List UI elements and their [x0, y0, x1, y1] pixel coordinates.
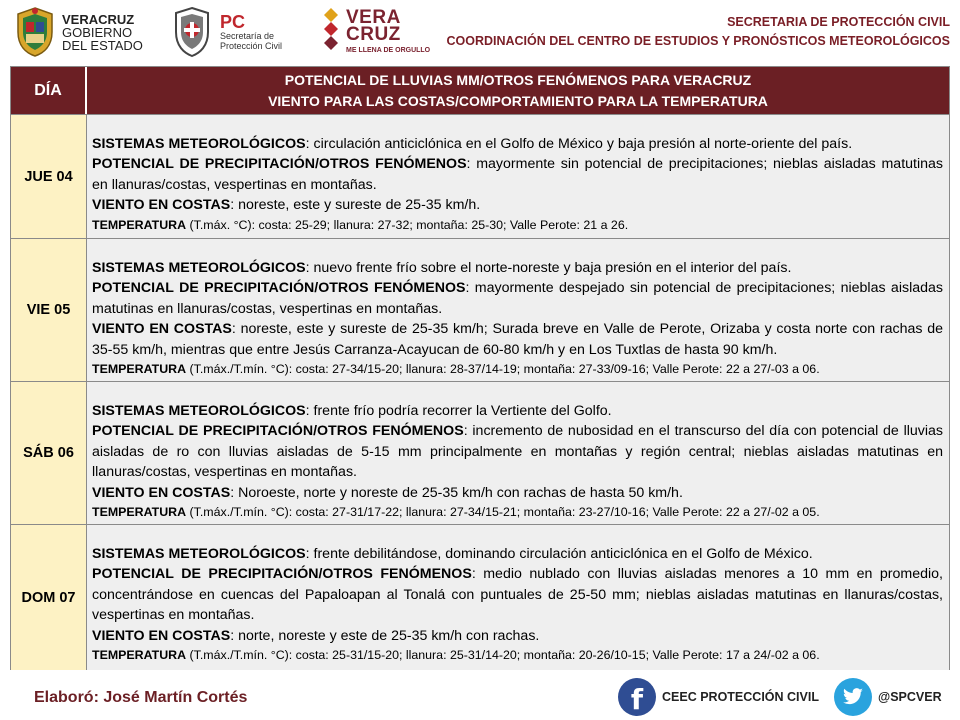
systems-paragraph — [92, 544, 943, 564]
twitter-link[interactable] — [834, 678, 942, 716]
author-credit: Elaboró: José Martín Cortés — [34, 689, 248, 706]
temperature-text: (T.máx. °C): costa: 25-29; llanura: 27-32; montaña: 25-30; Valle Perote: 21 a 26. — [186, 217, 629, 232]
systems-paragraph — [92, 134, 943, 154]
precipitation-text: : incremento de nubosidad en el transcurso del día con potencial de lluvias aisladas de ro con lluvias aisladas de 5-15 mm principalmente en montañas y región central; nieblas aisladas matutinas en llanuras/costas, vespertinas en montañas. — [92, 423, 943, 481]
brand-logo-line1: VERA — [346, 6, 401, 28]
wind-text: : norte, noreste y este de 25-35 km/h con rachas. — [230, 627, 540, 644]
wind-label: VIENTO EN COSTAS — [92, 321, 232, 338]
forecast-table — [10, 66, 950, 670]
forecast-cell — [87, 115, 949, 238]
table-row — [11, 524, 949, 670]
temperature-label: TEMPERATURA — [92, 648, 187, 663]
table-row — [11, 114, 949, 238]
systems-label: SISTEMAS METEOROLÓGICOS — [92, 260, 306, 276]
wind-text: : noreste, este y sureste de 25-35 km/h; Surada breve en Valle de Perote, Orizaba y costa norte con rachas de 35-55 km/h, mientras que entre Jesús Carranza-Acayucan de 60-80 km/h y en Los Tuxtlas de hasta 90 km/h. — [92, 321, 944, 358]
veracruz-logo-line1: VERACRUZ — [62, 11, 135, 27]
twitter-bird-icon[interactable] — [834, 678, 872, 716]
pc-logo-line2: Secretaría de — [220, 31, 275, 41]
precipitation-text: : medio nublado con lluvias aisladas menores a 10 mm en promedio, concentrándose en cuencas del Papaloapan al Tonalá con puntuales de 25-50 mm; nieblas aisladas matutinas en llanuras/costas, vespertinas en montañas. — [92, 566, 943, 624]
precipitation-text: : mayormente sin potencial de precipitaciones; nieblas aisladas matutinas en llanuras/costas, vespertinas en montañas. — [92, 156, 943, 193]
day-cell: SÁB 06 — [11, 382, 87, 524]
brand-logo-line2: CRUZ — [346, 23, 401, 45]
systems-paragraph — [92, 258, 943, 278]
header-line-1: POTENCIAL DE LLUVIAS MM/OTROS FENÓMENOS PARA VERACRUZ — [284, 71, 752, 88]
twitter-label[interactable]: @SPCVER — [878, 690, 942, 704]
facebook-icon[interactable]: f — [618, 678, 656, 716]
precipitation-label: POTENCIAL DE PRECIPITACIÓN/OTROS FENÓMENOS — [92, 280, 466, 297]
temperature-label: TEMPERATURA — [92, 217, 187, 232]
temperature-label: TEMPERATURA — [92, 505, 187, 520]
precipitation-label: POTENCIAL DE PRECIPITACIÓN/OTROS FENÓMENOS — [92, 156, 467, 173]
wind-text: : noreste, este y sureste de 25-35 km/h. — [230, 197, 481, 214]
header-day-cell: DÍA — [11, 67, 87, 114]
facebook-label[interactable]: CEEC PROTECCIÓN CIVIL — [662, 690, 819, 704]
precipitation-label: POTENCIAL DE PRECIPITACIÓN/OTROS FENÓMENOS — [92, 423, 464, 440]
org-line-2: COORDINACIÓN DEL CENTRO DE ESTUDIOS Y PRONÓSTICOS METEOROLÓGICOS — [446, 34, 950, 48]
temperature-label: TEMPERATURA — [92, 362, 187, 377]
temperature-text: (T.máx./T.mín. °C): costa: 27-34/15-20; llanura: 28-37/14-19; montaña: 27-33/09-16; Valle Perote: 22 a 27/-03 a 06. — [186, 362, 820, 377]
header-main-cell — [87, 67, 949, 114]
brand-logo-tagline: ME LLENA DE ORGULLO — [346, 46, 431, 54]
veracruz-logo-line2: GOBIERNO — [62, 24, 133, 40]
header-line-2: VIENTO PARA LAS COSTAS/COMPORTAMIENTO PARA LA TEMPERATURA — [268, 92, 768, 109]
wind-label: VIENTO EN COSTAS — [92, 197, 231, 214]
temperature-paragraph — [92, 503, 943, 522]
wind-paragraph — [92, 195, 943, 215]
day-cell: DOM 07 — [11, 525, 87, 670]
systems-text: : frente debilitándose, dominando circulación anticiclónica en el Golfo de México. — [305, 546, 813, 562]
pc-shield-icon — [172, 6, 214, 58]
forecast-cell — [87, 239, 949, 381]
org-line-1: SECRETARIA DE PROTECCIÓN CIVIL — [727, 15, 950, 29]
temperature-paragraph — [92, 646, 943, 665]
systems-text: : circulación anticiclónica en el Golfo de México y baja presión al norte-oriente del país. — [305, 136, 853, 152]
table-row — [11, 238, 949, 381]
veracruz-brand-logo — [322, 6, 430, 57]
forecast-cell — [87, 382, 949, 524]
table-header — [11, 67, 949, 114]
day-cell: VIE 05 — [11, 239, 87, 381]
pc-logo-title: PC — [220, 12, 246, 32]
systems-text: : frente frío podría recorrer la Vertiente del Golfo. — [305, 403, 612, 419]
wind-paragraph — [92, 319, 943, 360]
proteccion-civil-logo — [172, 6, 282, 58]
temperature-paragraph — [92, 360, 943, 379]
forecast-cell — [87, 525, 949, 670]
wind-text: : Noroeste, norte y noreste de 25-35 km/h con rachas de hasta 50 km/h. — [230, 484, 683, 501]
precipitation-paragraph — [92, 564, 943, 625]
veracruz-government-logo — [14, 6, 143, 58]
systems-text: : nuevo frente frío sobre el norte-noreste y baja presión en el interior del país. — [305, 260, 792, 276]
systems-label: SISTEMAS METEOROLÓGICOS — [92, 136, 306, 152]
precipitation-label: POTENCIAL DE PRECIPITACIÓN/OTROS FENÓMENOS — [92, 566, 472, 583]
table-row — [11, 381, 949, 524]
temperature-text: (T.máx./T.mín. °C): costa: 27-31/17-22; llanura: 27-34/15-21; montaña: 23-27/10-16; Valle Perote: 22 a 27/-02 a 05. — [186, 505, 820, 520]
veracruz-shield-icon — [14, 6, 56, 58]
temperature-text: (T.máx./T.mín. °C): costa: 25-31/15-20; llanura: 25-31/14-20; montaña: 20-26/10-15; Valle Perote: 17 a 24/-02 a 06. — [186, 648, 820, 663]
veracruz-logo-line3: DEL ESTADO — [62, 37, 143, 53]
systems-label: SISTEMAS METEOROLÓGICOS — [92, 403, 306, 419]
wind-label: VIENTO EN COSTAS — [92, 484, 231, 501]
temperature-paragraph — [92, 216, 943, 235]
pc-logo-line3: Protección Civil — [220, 41, 283, 51]
systems-paragraph — [92, 401, 943, 421]
organization-title — [446, 13, 950, 51]
systems-label: SISTEMAS METEOROLÓGICOS — [92, 546, 306, 562]
page-header — [0, 0, 960, 66]
facebook-link[interactable] — [618, 678, 819, 716]
veracruz-brand-icon — [322, 6, 340, 57]
day-cell: JUE 04 — [11, 115, 87, 238]
precipitation-paragraph — [92, 154, 943, 195]
precipitation-paragraph — [92, 278, 943, 319]
wind-paragraph — [92, 483, 943, 503]
wind-label: VIENTO EN COSTAS — [92, 627, 231, 644]
wind-paragraph — [92, 626, 943, 646]
precipitation-paragraph — [92, 421, 943, 482]
precipitation-text: : mayormente despejado sin potencial de precipitaciones; nieblas aisladas matutinas en llanuras/costas, vespertinas en montañas. — [92, 280, 943, 317]
